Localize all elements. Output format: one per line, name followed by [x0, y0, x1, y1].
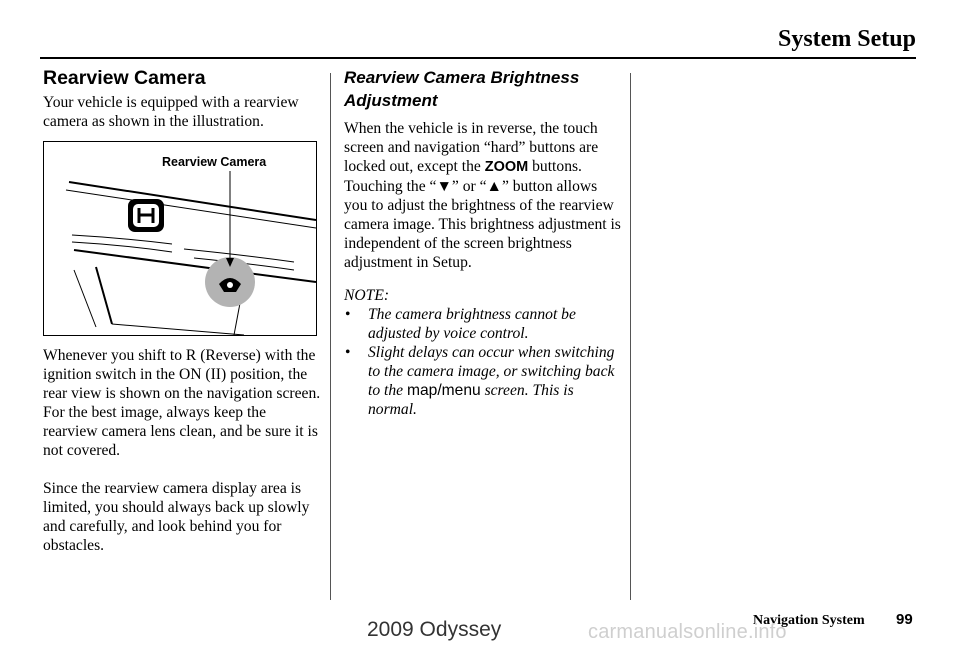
tailgate-drawing — [44, 142, 316, 335]
zoom-button-name: ZOOM — [484, 159, 529, 175]
note-text-1: The camera brightness cannot be adjusted by voice control. — [368, 306, 576, 342]
brightness-text-part1: When the vehicle is in reverse, the touch screen and navigation “hard” buttons are locked out, except the — [344, 120, 599, 175]
map-menu-name: map/menu — [406, 382, 481, 399]
rearview-camera-illustration — [43, 141, 317, 336]
heading-line-2: Adjustment — [344, 91, 438, 110]
bullet-glyph: • — [345, 306, 351, 323]
column-divider-2 — [630, 73, 631, 600]
left-column — [43, 66, 323, 555]
page-number: 99 — [896, 611, 913, 628]
footer-section-name: Navigation System — [753, 613, 865, 628]
figure-callout-label: Rearview Camera — [162, 155, 267, 169]
note-text-2-part2: screen. This is normal. — [368, 382, 574, 418]
footer-model-name: 2009 Odyssey — [367, 618, 502, 641]
page-header-title: System Setup — [777, 26, 916, 52]
note-list — [344, 305, 622, 419]
right-column — [344, 66, 622, 419]
column-divider-1 — [330, 73, 331, 600]
section-heading-brightness — [344, 66, 622, 112]
note-item — [344, 305, 622, 343]
brightness-paragraph — [344, 119, 622, 272]
brightness-text-part2: buttons. Touching the “▼” or “▲” button allows you to adjust the brightness of the rearview camera image. This brightness adjustment is independent of the screen brightness adjustment in Setup. — [344, 158, 621, 271]
safety-paragraph: Since the rearview camera display area is limited, you should always back up slowly and carefully, and look behind you for obstacles. — [43, 480, 310, 554]
header-rule — [40, 57, 916, 59]
reverse-paragraph: Whenever you shift to R (Reverse) with the ignition switch in the ON (II) position, the rear view is shown on the navigation screen. For the best image, always keep the rearview camera lens clean, and be sure it is not covered. — [43, 347, 321, 459]
intro-paragraph: Your vehicle is equipped with a rearview camera as shown in the illustration. — [43, 94, 299, 130]
note-heading: NOTE: — [344, 287, 390, 304]
section-heading-rearview-camera: Rearview Camera — [43, 67, 206, 89]
note-text-2-part1: Slight delays can occur when switching to the camera image, or switching back to the — [368, 344, 615, 399]
watermark-text: carmanualsonline.info — [588, 621, 787, 643]
bullet-glyph: • — [345, 344, 351, 361]
heading-line-1: Rearview Camera Brightness — [344, 68, 580, 87]
note-item — [344, 343, 622, 419]
